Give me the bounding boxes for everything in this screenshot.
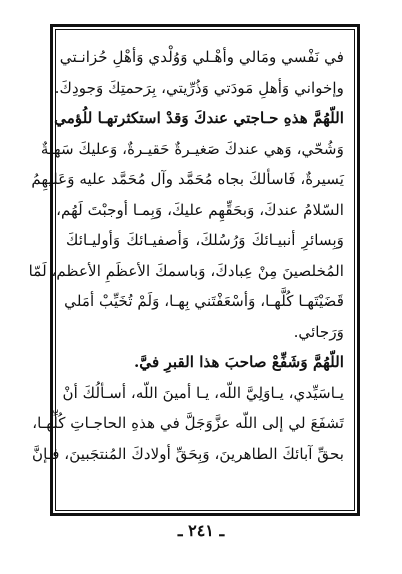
text-line: اللّهُمَّ هذهِ حـاجتي عندكَ وَقدْ استكثرتهـا للُؤمي bbox=[54, 109, 344, 127]
text-line: اللّهُمَّ وَشَفِّعْ صاحبَ هذا القبرِ فيَّ. bbox=[134, 353, 344, 371]
text-line: وإخواني وَأهلِ مَودَتي وَذُرِّيتي، بِرَحمتِكَ وَجودِكَ. bbox=[54, 78, 344, 97]
text-line: السّلامُ عندكَ، وَبحَقِّهِم عليكَ، وَبِمـا أوجبْتَ لَهُم، bbox=[56, 200, 344, 219]
text-line: يَسيرةٌ، فَاسألكَ بجاه مُحَمَّد وآل مُحَمَّد عليه وَعَليهِمُ bbox=[31, 170, 344, 188]
text-line: تَشفَعَ لي إلى اللّه عزَّوَجَلَّ في هذهِ الحاجـاتِ كُلِّهـا، bbox=[32, 414, 344, 432]
text-line: وَرَجائي. bbox=[293, 322, 344, 341]
text-line: يـاسَيِّدي، يـاوَلِيَّ اللّه، يـا أمينَ اللّه، أسـألُكَ أنْ bbox=[62, 383, 344, 402]
text-line: في نَفْسي ومَالي وأهْـلي وَوُلْدي وَأهْلِ حُزانـتي bbox=[59, 48, 344, 66]
page-number: ـ ٢٤١ ـ bbox=[177, 521, 225, 540]
text-line: وَبِسائرِ أنبيـائكَ وَرُسُلكَ، وَأصفيـائكَ وَأوليـائكَ bbox=[66, 231, 344, 249]
text-line: المُخلصينَ مِنْ عِبادكَ، وَباسمكَ الأعظَمِ الأعظم، لَمّا bbox=[28, 261, 344, 280]
text-line: قَضَيْتَهـا كُلَّهـا، وَأسْعَفْتَني بِهـا، وَلَمْ تُخَيِّبْ أمَلي bbox=[64, 292, 344, 310]
text-line: وَشُحّي، وَهي عندكَ صَغيـرةٌ حَقيـرةٌ، وَعليكَ سَهلةٌ bbox=[40, 139, 344, 158]
text-line: بحقِّ آبائكَ الطاهرينَ، وَبِحَقِّ أولادكَ المُنتجَبينَ، فـإنَّ bbox=[31, 444, 344, 463]
prayer-text bbox=[28, 42, 344, 469]
